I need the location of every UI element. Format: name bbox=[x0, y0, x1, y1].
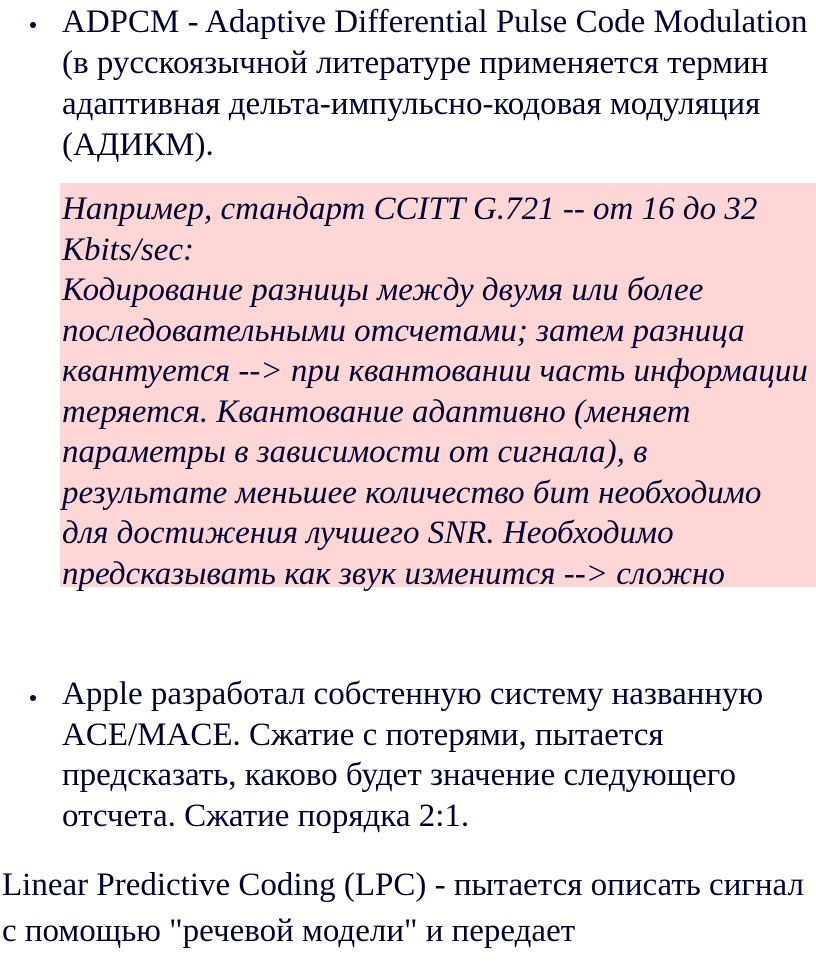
adpcm-text: ADPCM - Adaptive Differential Pulse Code Modulation (в русскоязычной литературе применяется термин адаптивная дельта-импульсно-кодовая модуляция (АДИКМ). bbox=[62, 4, 808, 163]
example-text: Например, стандарт CCITT G.721 -- от 16 до 32 Kbits/sec: Кодирование разницы между двумя или более последовательными отсчетами; затем разница квантуется --> при квантовании часть информации теряется. Квантование адаптивно (меняет параметры в зависимости от сигнала), в результате меньшее количество бит необходимо для достижения лучшего SNR. Необходимо предсказывать как звук изменится --> сложно bbox=[62, 191, 808, 592]
bullet-icon bbox=[30, 22, 36, 28]
lpc-paragraph: Linear Predictive Coding (LPC) - пытается описать сигнал с помощью "речевой модели" и передает bbox=[2, 867, 804, 949]
example-highlight-box bbox=[60, 183, 816, 592]
bullet-icon bbox=[30, 695, 36, 701]
apple-text: Apple разработал собстенную систему названную ACE/MACE. Сжатие с потерями, пытается предсказать, каково будет значение следующего отсчета. Сжатие порядка 2:1. bbox=[62, 676, 764, 834]
